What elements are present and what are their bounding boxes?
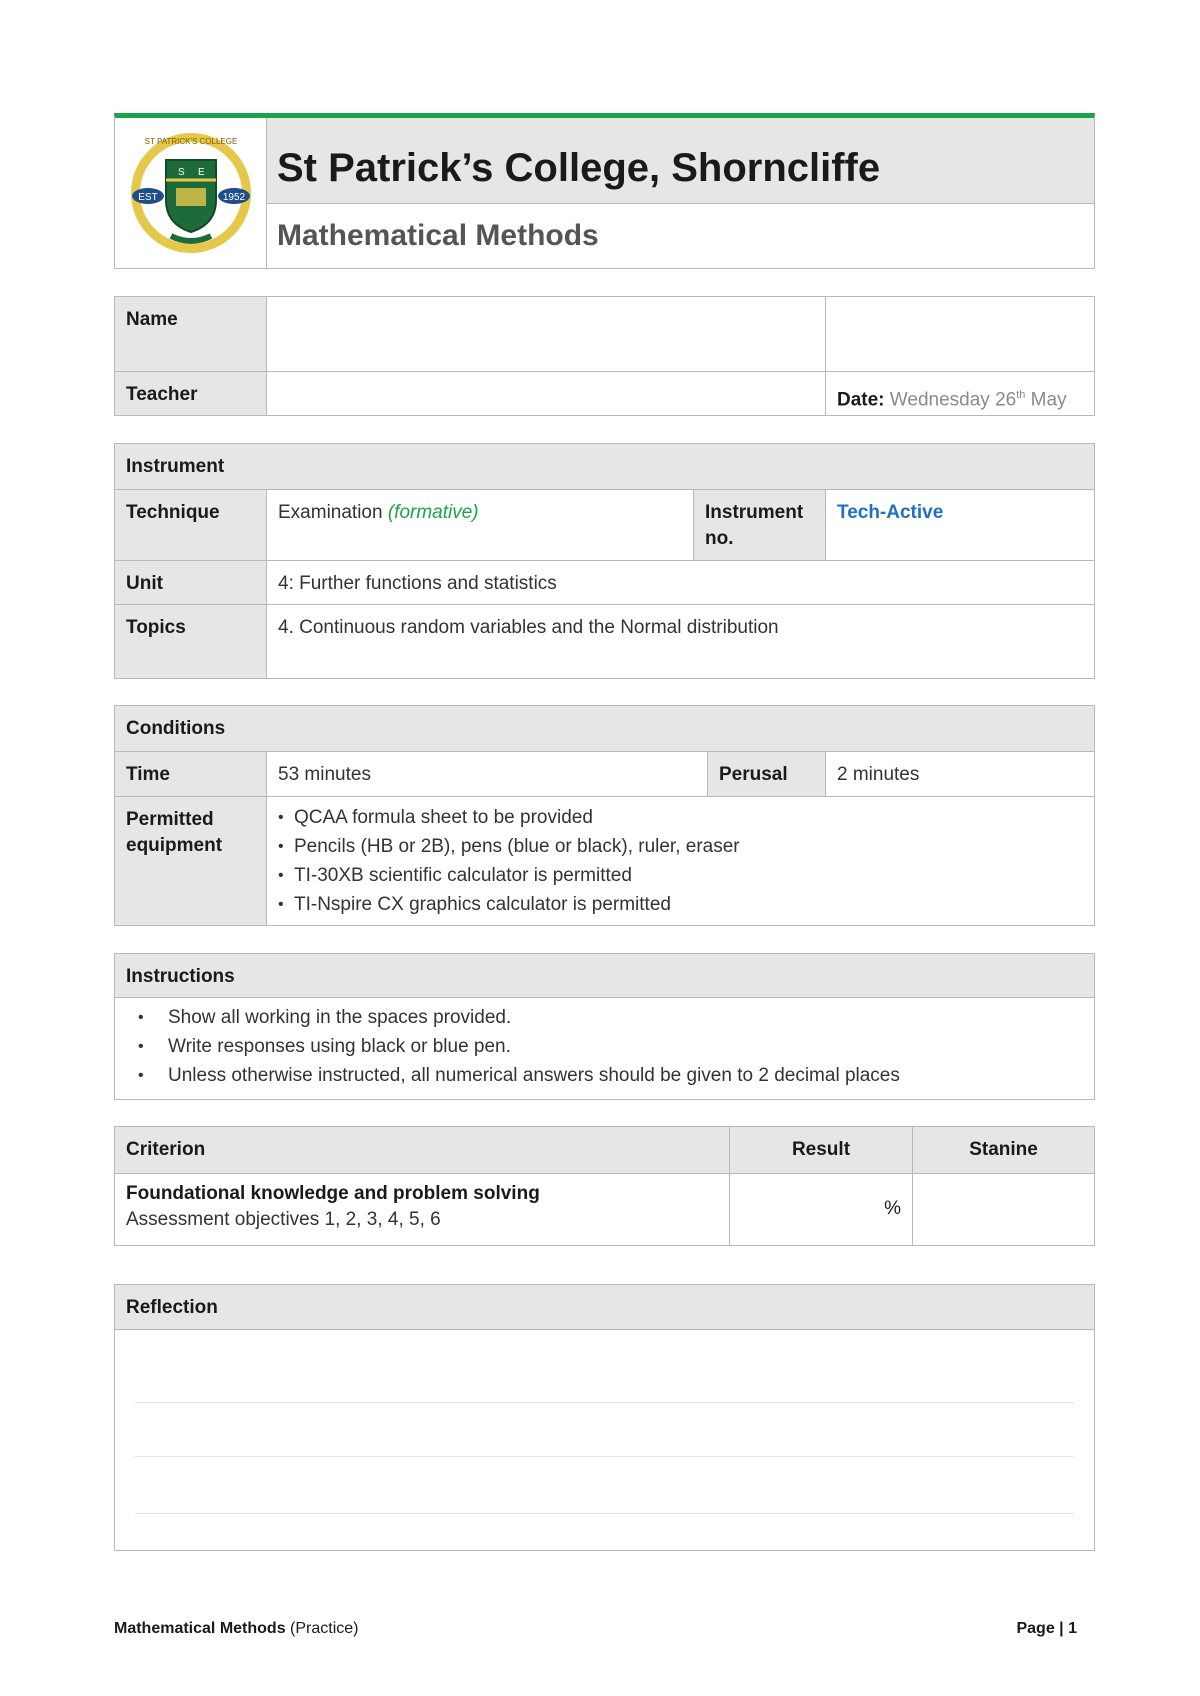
ruled-line xyxy=(135,1456,1074,1457)
criterion-header: Criterion xyxy=(126,1139,206,1160)
equipment-list-cell xyxy=(266,797,1094,925)
stanine-field[interactable] xyxy=(912,1174,1094,1245)
equipment-item: • TI-Nspire CX graphics calculator is permitted xyxy=(278,890,1083,919)
instrument-no-label: Instrument no. xyxy=(693,490,825,560)
ruled-line xyxy=(135,1402,1074,1403)
instrument-heading: Instrument xyxy=(126,456,225,477)
crest-year: 1952 xyxy=(222,192,245,203)
school-title: St Patrick’s College, Shorncliffe xyxy=(267,118,1094,204)
unit-value: 4: Further functions and statistics xyxy=(266,561,1094,604)
instrument-no-value: Tech-Active xyxy=(825,490,1094,560)
crest-est: EST xyxy=(137,192,158,203)
footer-left xyxy=(114,1620,359,1638)
college-crest-icon xyxy=(126,128,256,258)
equipment-item: • Pencils (HB or 2B), pens (blue or black), ruler, eraser xyxy=(278,832,1083,861)
reflection-table xyxy=(114,1284,1095,1551)
criterion-row xyxy=(115,1174,729,1245)
teacher-label: Teacher xyxy=(115,372,266,415)
technique-text: Examination xyxy=(278,502,383,523)
instructions-table xyxy=(114,953,1095,1100)
equipment-list xyxy=(278,803,1083,919)
svg-text:S: S xyxy=(177,167,185,178)
name-field[interactable] xyxy=(266,297,825,371)
date-suffix: th xyxy=(1016,389,1026,401)
instructions-list xyxy=(138,1003,1094,1090)
logo-cell xyxy=(115,118,266,268)
teacher-field[interactable] xyxy=(266,372,825,415)
criterion-title: Foundational knowledge and problem solving xyxy=(126,1183,540,1204)
perusal-value: 2 minutes xyxy=(825,752,1094,796)
date-label: Date: xyxy=(837,389,885,411)
unit-label: Unit xyxy=(115,561,266,604)
date-cell xyxy=(825,372,1094,415)
equipment-item: • TI-30XB scientific calculator is permitted xyxy=(278,861,1083,890)
instructions-list-cell xyxy=(115,998,1094,1099)
technique-note: (formative) xyxy=(387,502,479,523)
instrument-table xyxy=(114,443,1095,679)
technique-value xyxy=(266,490,693,560)
topics-label: Topics xyxy=(115,605,266,678)
criterion-table xyxy=(114,1126,1095,1246)
reflection-area[interactable] xyxy=(115,1329,1094,1550)
result-header: Result xyxy=(729,1127,912,1173)
footer-note: (Practice) xyxy=(290,1620,359,1637)
topics-value: 4. Continuous random variables and the Normal distribution xyxy=(266,605,1094,678)
name-extra-field[interactable] xyxy=(825,297,1094,371)
svg-text:E: E xyxy=(197,167,205,178)
page-footer xyxy=(114,1620,1077,1638)
stanine-header: Stanine xyxy=(912,1127,1094,1173)
result-unit: % xyxy=(884,1198,901,1219)
date-value: Wednesday 26 xyxy=(889,389,1017,411)
instruction-item: • Unless otherwise instructed, all numerical answers should be given to 2 decimal places xyxy=(138,1061,1094,1090)
date-month: May xyxy=(1030,389,1067,411)
name-label: Name xyxy=(115,297,266,371)
instruction-item: • Show all working in the spaces provided. xyxy=(138,1003,1094,1032)
subject-title: Mathematical Methods xyxy=(277,219,599,252)
footer-subject: Mathematical Methods xyxy=(114,1620,286,1637)
conditions-table xyxy=(114,705,1095,926)
perusal-label: Perusal xyxy=(707,752,825,796)
technique-label: Technique xyxy=(115,490,266,560)
conditions-heading: Conditions xyxy=(126,718,226,739)
time-value: 53 minutes xyxy=(266,752,707,796)
equipment-label: Permitted equipment xyxy=(115,797,266,925)
instruction-item: • Write responses using black or blue pen. xyxy=(138,1032,1094,1061)
criterion-objectives: Assessment objectives 1, 2, 3, 4, 5, 6 xyxy=(126,1209,441,1230)
instructions-heading: Instructions xyxy=(126,966,235,987)
reflection-heading: Reflection xyxy=(126,1297,218,1318)
equipment-item: • QCAA formula sheet to be provided xyxy=(278,803,1083,832)
time-label: Time xyxy=(115,752,266,796)
result-field[interactable] xyxy=(729,1174,912,1245)
header-table xyxy=(114,113,1095,269)
page-number: Page | 1 xyxy=(1016,1620,1077,1637)
crest-name: ST PATRICK'S COLLEGE xyxy=(144,137,237,146)
student-details-table xyxy=(114,296,1095,416)
ruled-line xyxy=(135,1513,1074,1514)
